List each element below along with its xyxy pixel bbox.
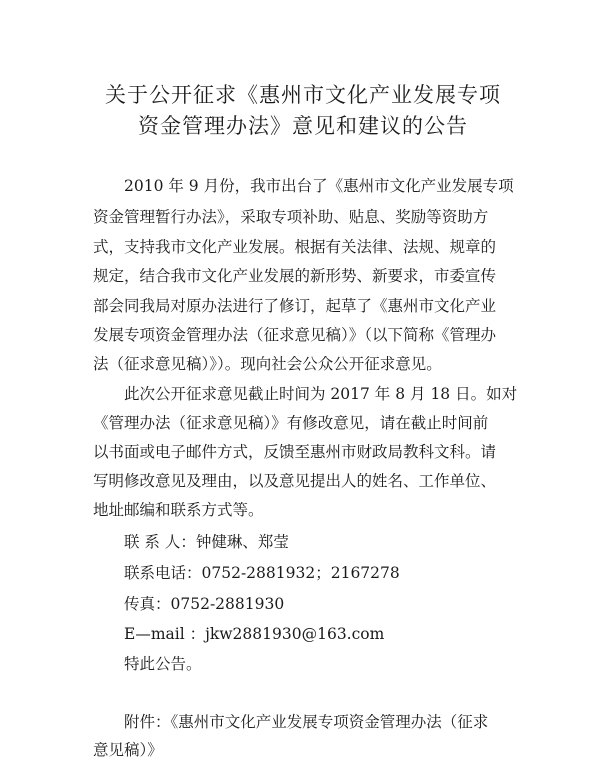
paragraph-2-line-1: 此次公开征求意见截止时间为 2017 年 8 月 18 日。如对 <box>124 385 518 403</box>
document-title-line-2: 资金管理办法》意见和建议的公告 <box>138 114 468 138</box>
closing-statement: 特此公告。 <box>124 655 202 673</box>
paragraph-1-line-3: 式，支持我市文化产业发展。根据有关法律、法规、规章的 <box>93 238 497 256</box>
contact-email: E—mail ：jkw2881930@163.com <box>124 625 385 643</box>
paragraph-1-line-5: 部会同我局对原办法进行了修订，起草了《惠州市文化产业 <box>93 297 497 315</box>
paragraph-1-line-7: 法（征求意见稿）》）。现向社会公众公开征求意见。 <box>93 355 442 373</box>
contact-phone: 联系电话：0752-2881932；2167278 <box>124 564 400 582</box>
paragraph-1-line-6: 发展专项资金管理办法（征求意见稿）》（以下简称《管理办 <box>93 326 497 344</box>
paragraph-2-line-3: 以书面或电子邮件方式，反馈至惠州市财政局教科文科。请 <box>93 443 497 461</box>
attachment-line-2: 意见稿）》 <box>93 741 163 759</box>
document-title-line-1: 关于公开征求《惠州市文化产业发展专项 <box>105 83 501 107</box>
paragraph-1-line-2: 资金管理暂行办法》，采取专项补助、贴息、奖励等资助方 <box>93 208 489 226</box>
contact-person: 联 系 人：钟健琳、郑莹 <box>124 533 289 551</box>
attachment-line-1: 附件：《惠州市文化产业发展专项资金管理办法（征求 <box>124 713 489 731</box>
paragraph-2-line-2: 《管理办法（征求意见稿）》有修改意见，请在截止时间前 <box>93 414 489 432</box>
contact-fax: 传真：0752-2881930 <box>124 595 285 613</box>
paragraph-2-line-5: 地址邮编和联系方式等。 <box>93 501 264 519</box>
paragraph-1-line-1: 2010 年 9 月份，我市出台了《惠州市文化产业发展专项 <box>124 177 514 195</box>
paragraph-2-line-4: 写明修改意见及理由，以及意见提出人的姓名、工作单位、 <box>93 472 497 490</box>
paragraph-1-line-4: 规定，结合我市文化产业发展的新形势、新要求，市委宣传 <box>93 267 497 285</box>
